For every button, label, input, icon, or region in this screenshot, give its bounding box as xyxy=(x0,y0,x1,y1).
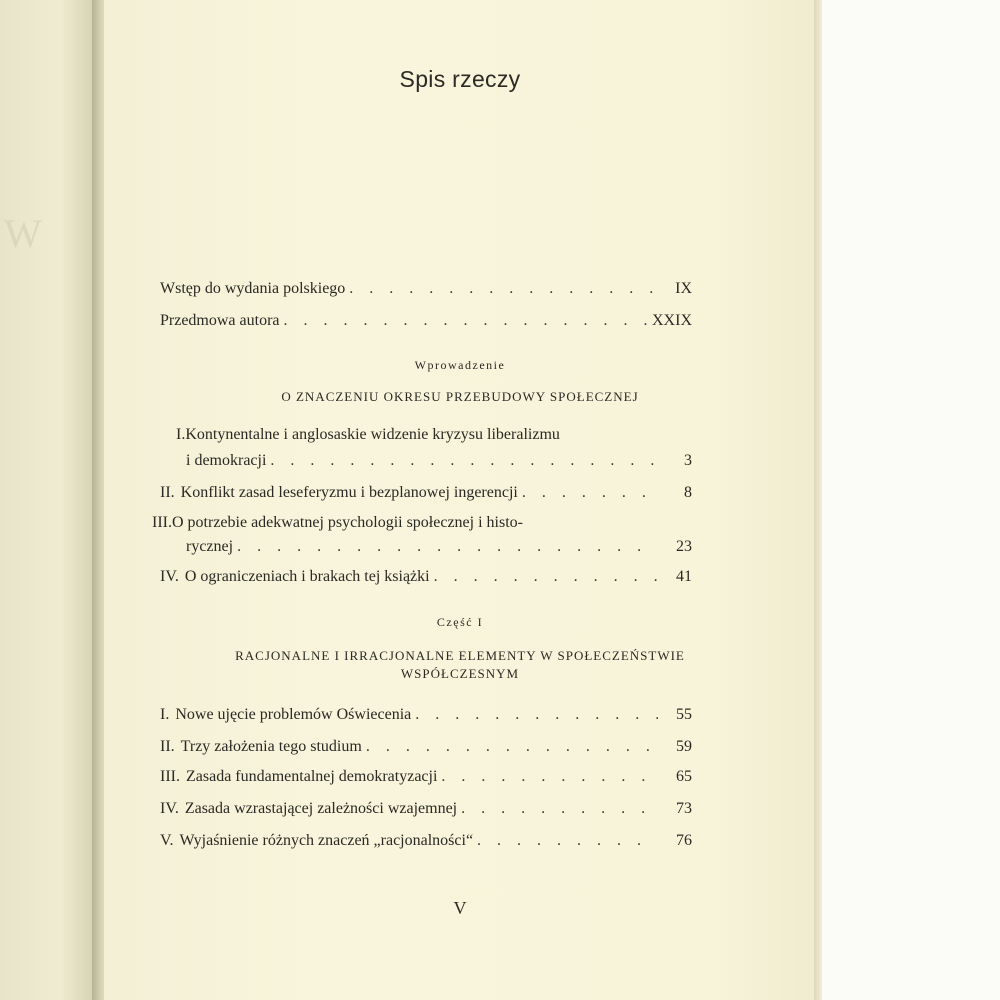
toc-entry-page: 55 xyxy=(676,706,692,723)
toc-entry-label: O ograniczeniach i brakach tej książki xyxy=(184,568,430,585)
leader-dots xyxy=(441,768,658,786)
toc-entry-page: 3 xyxy=(684,452,692,469)
toc-entry-part1-4[interactable] xyxy=(160,800,692,818)
leader-dots xyxy=(522,484,658,502)
section-heading-introduction: Wprowadzenie xyxy=(414,358,506,372)
toc-entry-page: 65 xyxy=(676,768,692,785)
toc-entry-label: Konflikt zasad leseferyzmu i bezplanowej ingerencji xyxy=(180,484,518,501)
contents-page xyxy=(104,0,816,1000)
toc-entry-intro-1-line2[interactable] xyxy=(186,452,692,470)
section-subheading-part-1-line1: RACJONALNE I IRRACJONALNE ELEMENTY W SPOŁECZEŃSTWIE xyxy=(235,648,685,663)
leader-dots xyxy=(477,832,658,850)
toc-entry-author-preface[interactable] xyxy=(160,312,692,330)
toc-entry-part1-1[interactable] xyxy=(160,706,692,724)
page-title: Spis rzeczy xyxy=(399,66,521,92)
toc-entry-number: IV. xyxy=(160,800,179,817)
section-subheading-introduction: O ZNACZENIU OKRESU PRZEBUDOWY SPOŁECZNEJ xyxy=(281,389,639,404)
toc-entry-number: I. xyxy=(176,426,186,443)
toc-entry-label: Zasada fundamentalnej demokratyzacji xyxy=(185,768,438,785)
toc-entry-label: O potrzebie adekwatnej psychologii społecznej i histo- xyxy=(171,514,523,531)
toc-entry-page: 23 xyxy=(676,538,692,555)
toc-entry-label: Wstęp do wydania polskiego xyxy=(160,280,346,297)
toc-entry-number: V. xyxy=(160,832,174,849)
toc-entry-number: II. xyxy=(160,484,175,501)
toc-entry-number: II. xyxy=(160,738,175,755)
leader-dots xyxy=(434,568,658,586)
toc-entry-number: IV. xyxy=(160,568,179,585)
toc-entry-label: Zasada wzrastającej zależności wzajemnej xyxy=(184,800,458,817)
toc-entry-page: 8 xyxy=(684,484,692,501)
leader-dots xyxy=(270,452,658,470)
toc-entry-label: Nowe ujęcie problemów Oświecenia xyxy=(175,706,412,723)
toc-entry-intro-3-line2[interactable] xyxy=(186,538,692,556)
leader-dots xyxy=(284,312,648,330)
toc-entry-number: III. xyxy=(152,514,172,531)
leader-dots xyxy=(461,800,658,818)
toc-entry-number: I. xyxy=(160,706,170,723)
toc-entry-part1-3[interactable] xyxy=(160,768,692,786)
section-subheading-part-1-line2: WSPÓŁCZESNYM xyxy=(400,666,520,681)
toc-entry-page: 76 xyxy=(676,832,692,849)
toc-entry-intro-1-line1[interactable] xyxy=(176,426,560,444)
toc-entry-label: Przedmowa autora xyxy=(160,312,280,329)
page-folio: V xyxy=(453,898,467,918)
toc-entry-label-continued: i demokracji xyxy=(186,452,267,469)
section-heading-part-1: Część I xyxy=(436,615,484,629)
leader-dots xyxy=(366,738,658,756)
toc-entry-label: Trzy założenia tego studium xyxy=(180,738,362,755)
toc-entry-label: Kontynentalne i anglosaskie widzenie kryzysu liberalizmu xyxy=(185,426,560,443)
toc-entry-intro-3-line1[interactable] xyxy=(152,514,523,532)
toc-entry-number: III. xyxy=(160,768,180,785)
toc-entry-part1-2[interactable] xyxy=(160,738,692,756)
leader-dots xyxy=(349,280,658,298)
leader-dots xyxy=(237,538,658,556)
toc-entry-part1-5[interactable] xyxy=(160,832,692,850)
toc-entry-page: XXIX xyxy=(652,312,692,329)
toc-entry-label: Wyjaśnienie różnych znaczeń „racjonalności“ xyxy=(179,832,474,849)
toc-entry-page: 59 xyxy=(676,738,692,755)
facing-page xyxy=(0,0,100,1000)
toc-entry-preface-polish[interactable] xyxy=(160,280,692,298)
leader-dots xyxy=(415,706,658,724)
toc-entry-page: 41 xyxy=(676,568,692,585)
toc-entry-label-continued: rycznej xyxy=(186,538,234,555)
show-through-letter: W xyxy=(4,211,42,256)
toc-entry-page: IX xyxy=(675,280,692,297)
toc-entry-intro-2[interactable] xyxy=(160,484,692,502)
toc-entry-intro-4[interactable] xyxy=(160,568,692,586)
page-edge xyxy=(814,0,822,1000)
toc-entry-page: 73 xyxy=(676,800,692,817)
